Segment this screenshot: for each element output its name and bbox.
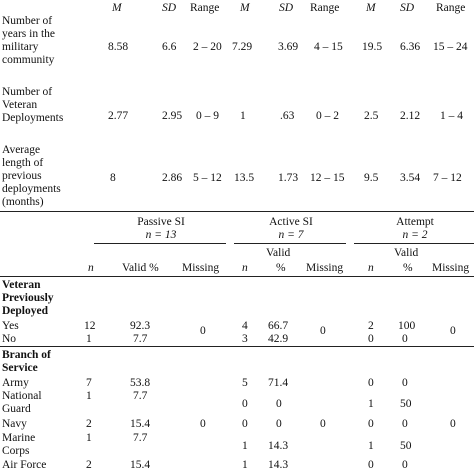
cell-value: 0 [368,333,374,345]
row-label-line: years in the [2,28,56,40]
group-underline-active [234,243,346,244]
cell-value: 7.29 [232,41,253,53]
cell-value: 2.86 [162,172,183,184]
row-label-line: previous [2,170,42,182]
section-title-line: Deployed [2,305,48,317]
sub-header-valid: Valid % [122,262,159,274]
cell-value: 14.3 [268,459,289,471]
row-label-line: deployments [2,183,61,195]
table-divider-subheader [0,276,474,277]
cell-value: 7.7 [133,333,148,345]
cell-value: 2.5 [364,110,379,122]
cell-value: 15.4 [130,459,151,471]
cell-value: 0 [368,377,374,389]
cell-value: 0 [276,418,282,430]
col-header-mean-2: M [240,2,250,14]
sub-header-n: n [368,262,374,274]
cell-value: 0 [402,377,408,389]
cell-value: 100 [398,320,416,332]
cell-value: 5 – 12 [193,172,222,184]
cell-value: 5 [242,377,248,389]
cell-value: 12 [84,320,96,332]
cell-value: 7 – 12 [433,172,462,184]
cell-value: 15 – 24 [433,41,468,53]
row-label-navy: Navy [2,418,27,430]
cell-value: 6.6 [162,41,177,53]
cell-value: 1 [242,440,248,452]
group-underline-passive [94,243,226,244]
missing-passive: 0 [200,418,206,430]
group-name-attempt: Attempt [396,216,434,228]
col-header-sd-2: SD [279,2,294,14]
cell-value: 3.69 [278,41,299,53]
cell-value: 0 [402,333,408,345]
row-label-line: length of [2,157,44,169]
cell-value: 1 [368,440,374,452]
table-divider-top [0,211,474,212]
cell-value: 1 [368,398,374,410]
group-n-attempt: n = 2 [402,229,428,241]
cell-value: 1.73 [278,172,299,184]
cell-value: 0 [242,418,248,430]
cell-value: 66.7 [268,320,289,332]
sub-header-n: n [88,262,94,274]
cell-value: 19.5 [362,41,383,53]
cell-value: 8 [110,172,116,184]
cell-value: 2 – 20 [193,41,222,53]
sub-header-valid-line2: % [276,262,286,274]
cell-value: 3.54 [400,172,421,184]
col-header-mean-1: M [112,2,122,14]
row-label-line: military [2,41,39,53]
missing-active: 0 [320,325,326,337]
cell-value: 0 [402,418,408,430]
cell-value: 71.4 [268,377,289,389]
row-label-line: Veteran [2,99,38,111]
cell-value: 1 – 4 [440,110,463,122]
cell-value: 50 [400,440,412,452]
cell-value: 53.8 [130,377,151,389]
cell-value: 15.4 [130,418,151,430]
cell-value: 4 – 15 [314,41,343,53]
missing-attempt: 0 [450,418,456,430]
section-title-line: Previously [2,292,54,304]
cell-value: 9.5 [364,172,379,184]
sub-header-missing: Missing [182,262,220,274]
col-header-range-3: Range [436,2,466,14]
cell-value: 7 [86,377,92,389]
sub-header-missing: Missing [306,262,344,274]
group-underline-attempt [354,243,474,244]
row-label-air-force: Air Force [2,459,47,471]
section-title-line: Veteran [2,279,41,291]
cell-value: 1 [86,390,92,402]
row-label-line: Number of [2,15,53,27]
cell-value: 2 [368,320,374,332]
cell-value: 6.36 [400,41,421,53]
col-header-sd-3: SD [400,2,415,14]
row-label-line: community [2,54,55,66]
group-name-passive-si: Passive SI [137,216,185,228]
cell-value: 4 [242,320,248,332]
cell-value: 50 [400,398,412,410]
row-label-line: Number of [2,86,53,98]
cell-value: 2 [86,459,92,471]
col-header-sd-1: SD [162,2,177,14]
cell-value: 1 [86,432,92,444]
row-label-marine-corps: Corps [2,445,30,457]
section-title-line: Branch of [2,349,51,361]
cell-value: 0 [368,418,374,430]
row-label-national-guard: Guard [2,403,31,415]
cell-value: 8.58 [108,41,129,53]
row-label-line: Average [2,144,41,156]
cell-value: 1 [240,110,246,122]
sub-header-valid-line1: Valid [394,247,419,259]
cell-value: 3 [242,333,248,345]
cell-value: .63 [280,110,295,122]
row-label-no: No [2,333,17,345]
missing-attempt: 0 [450,325,456,337]
missing-active: 0 [320,418,326,430]
cell-value: 92.3 [130,320,151,332]
cell-value: 42.9 [268,333,289,345]
cell-value: 2.77 [108,110,129,122]
section-title-line: Service [2,362,38,374]
group-n-passive-si: n = 13 [145,229,177,241]
missing-passive: 0 [200,325,206,337]
col-header-range-1: Range [190,2,220,14]
cell-value: 7.7 [133,390,148,402]
cell-value: 12 – 15 [310,172,345,184]
sub-header-missing: Missing [432,262,470,274]
cell-value: 1 [242,459,248,471]
cell-value: 0 [242,398,248,410]
col-header-mean-3: M [366,2,376,14]
cell-value: 2 [86,418,92,430]
cell-value: 13.5 [234,172,255,184]
row-label-line: (months) [2,196,44,208]
sub-header-valid-line1: Valid [266,247,291,259]
cell-value: 2.95 [162,110,183,122]
group-n-active-si: n = 7 [278,229,304,241]
group-name-active-si: Active SI [269,216,313,228]
sub-header-valid-line2: % [403,262,413,274]
table-divider-section [0,346,474,347]
cell-value: 0 [276,398,282,410]
row-label-line: Deployments [2,112,64,124]
col-header-range-2: Range [310,2,340,14]
row-label-yes: Yes [2,320,19,332]
cell-value: 0 [368,459,374,471]
sub-header-n: n [242,262,248,274]
row-label-marine-corps: Marine [2,432,36,444]
cell-value: 0 [402,459,408,471]
row-label-national-guard: National [2,390,42,402]
cell-value: 0 – 9 [196,110,219,122]
cell-value: 7.7 [133,432,148,444]
cell-value: 14.3 [268,440,289,452]
cell-value: 0 – 2 [316,110,339,122]
cell-value: 2.12 [400,110,421,122]
row-label-army: Army [2,377,29,389]
cell-value: 1 [86,333,92,345]
